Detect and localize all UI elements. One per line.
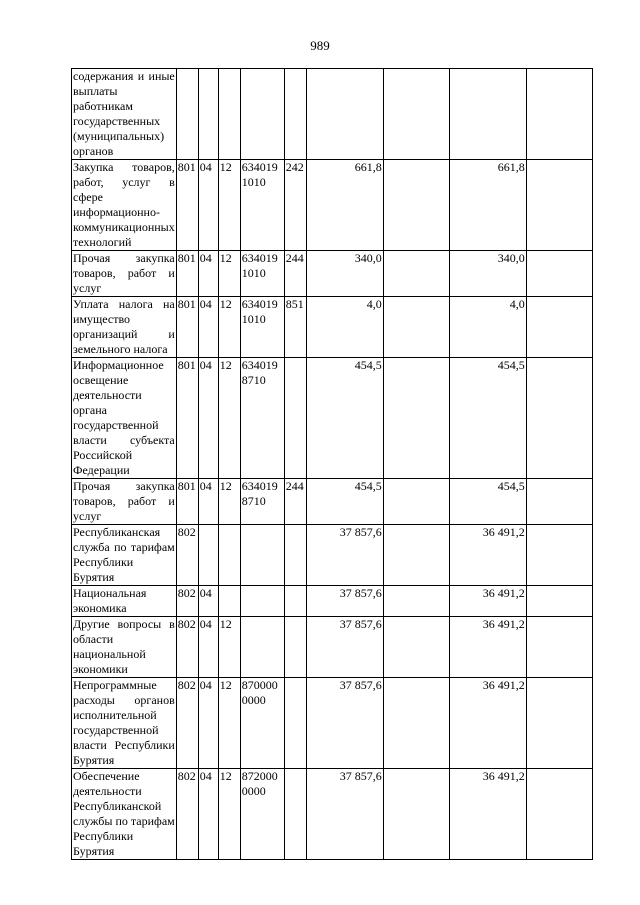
- row-sum-3-cell: 454,5: [449, 358, 526, 479]
- row-sum-3-cell: 36 491,2: [449, 525, 526, 586]
- table-row: [72, 358, 593, 479]
- row-grbs-cell: 802: [176, 586, 198, 617]
- row-sum-3-cell: 36 491,2: [449, 678, 526, 769]
- row-sum-1-cell: [306, 69, 383, 160]
- row-grbs-cell: 801: [176, 160, 198, 251]
- row-sum-3-cell: 4,0: [449, 297, 526, 358]
- row-name-cell: Обеспечение деятельности Республиканской службы по тарифам Республики Бурятия: [73, 769, 175, 858]
- row-sum-1-cell: 37 857,6: [306, 525, 383, 586]
- table-row: [72, 251, 593, 297]
- row-sum-4-cell: [526, 586, 592, 617]
- row-expense-type-cell: 242: [284, 160, 306, 251]
- row-sum-2-cell: [383, 358, 449, 479]
- row-target-item-cell: 870000 0000: [240, 678, 284, 769]
- row-sum-2-cell: [383, 586, 449, 617]
- row-target-item-cell: 872000 0000: [240, 769, 284, 860]
- row-sum-2-cell: [383, 617, 449, 678]
- row-sum-1-cell: 4,0: [306, 297, 383, 358]
- row-expense-type-cell: [284, 525, 306, 586]
- row-grbs-cell: 801: [176, 297, 198, 358]
- row-sum-1-cell: 37 857,6: [306, 586, 383, 617]
- row-grbs-cell: 801: [176, 251, 198, 297]
- row-name-cell: Прочая закупка товаров, работ и услуг: [73, 479, 175, 523]
- row-sum-3-cell: 36 491,2: [449, 617, 526, 678]
- row-subsection-cell: 12: [218, 297, 240, 358]
- row-sum-2-cell: [383, 678, 449, 769]
- row-subsection-cell: [218, 586, 240, 617]
- table-row: [72, 69, 593, 160]
- row-sum-4-cell: [526, 617, 592, 678]
- row-name-cell: Информационное освещение деятельности органа государственной власти субъекта Российской Федерации: [73, 358, 175, 477]
- row-target-item-cell: [240, 69, 284, 160]
- row-expense-type-cell: [284, 358, 306, 479]
- row-grbs-cell: 802: [176, 617, 198, 678]
- row-expense-type-cell: 244: [284, 479, 306, 525]
- row-sum-4-cell: [526, 525, 592, 586]
- row-subsection-cell: [218, 69, 240, 160]
- row-name-cell: Закупка товаров, работ, услуг в сфере информационно-коммуникационных технологий: [73, 160, 175, 249]
- row-sum-3-cell: 454,5: [449, 479, 526, 525]
- row-subsection-cell: 12: [218, 678, 240, 769]
- row-target-item-cell: 634019 1010: [240, 297, 284, 358]
- row-expense-type-cell: [284, 586, 306, 617]
- row-sum-4-cell: [526, 769, 592, 860]
- row-expense-type-cell: [284, 678, 306, 769]
- row-sum-1-cell: 37 857,6: [306, 769, 383, 860]
- row-name-cell: Непрограммные расходы органов исполнительной государственной власти Республики Бурятия: [73, 678, 175, 767]
- page-number: 989: [310, 38, 330, 53]
- row-target-item-cell: [240, 617, 284, 678]
- row-name-cell: содержания и иные выплаты работникам государственных (муниципальных) органов: [73, 69, 175, 158]
- row-name-cell: Республиканская служба по тарифам Республики Бурятия: [73, 525, 175, 584]
- row-section-cell: 04: [198, 617, 218, 678]
- row-target-item-cell: 634019 8710: [240, 358, 284, 479]
- row-sum-4-cell: [526, 297, 592, 358]
- row-section-cell: [198, 525, 218, 586]
- row-target-item-cell: 634019 8710: [240, 479, 284, 525]
- row-expense-type-cell: [284, 69, 306, 160]
- row-name-cell: Национальная экономика: [72, 586, 177, 617]
- row-grbs-cell: 802: [176, 525, 198, 586]
- row-sum-1-cell: 37 857,6: [306, 678, 383, 769]
- row-sum-4-cell: [526, 160, 592, 251]
- row-section-cell: 04: [198, 160, 218, 251]
- row-sum-2-cell: [383, 479, 449, 525]
- row-grbs-cell: 802: [176, 678, 198, 769]
- row-subsection-cell: 12: [218, 358, 240, 479]
- row-target-item-cell: [240, 586, 284, 617]
- row-sum-4-cell: [526, 358, 592, 479]
- row-subsection-cell: 12: [218, 617, 240, 678]
- table-row: [72, 617, 593, 678]
- table-row: [72, 525, 593, 586]
- row-sum-4-cell: [526, 678, 592, 769]
- row-sum-1-cell: 37 857,6: [306, 617, 383, 678]
- table-row: [72, 769, 593, 860]
- row-grbs-cell: 801: [176, 479, 198, 525]
- row-sum-3-cell: 340,0: [449, 251, 526, 297]
- table-row: [72, 586, 593, 617]
- row-section-cell: 04: [198, 479, 218, 525]
- row-sum-2-cell: [383, 69, 449, 160]
- row-sum-1-cell: 340,0: [306, 251, 383, 297]
- row-sum-1-cell: 454,5: [306, 358, 383, 479]
- row-section-cell: 04: [198, 251, 218, 297]
- row-sum-1-cell: 661,8: [306, 160, 383, 251]
- budget-table: [71, 68, 593, 860]
- row-sum-3-cell: 36 491,2: [449, 586, 526, 617]
- row-name-cell: Прочая закупка товаров, работ и услуг: [73, 251, 175, 295]
- row-grbs-cell: 801: [176, 358, 198, 479]
- row-sum-2-cell: [383, 525, 449, 586]
- row-section-cell: 04: [198, 769, 218, 860]
- row-subsection-cell: 12: [218, 251, 240, 297]
- row-target-item-cell: 634019 1010: [240, 251, 284, 297]
- row-section-cell: 04: [198, 297, 218, 358]
- row-name-cell: Уплата налога на имущество организаций и земельного налога: [73, 297, 175, 356]
- row-target-item-cell: [240, 525, 284, 586]
- row-subsection-cell: 12: [218, 479, 240, 525]
- row-sum-4-cell: [526, 251, 592, 297]
- row-sum-2-cell: [383, 297, 449, 358]
- table-row: [72, 160, 593, 251]
- row-expense-type-cell: [284, 769, 306, 860]
- row-sum-3-cell: 661,8: [449, 160, 526, 251]
- table-row: [72, 678, 593, 769]
- row-subsection-cell: 12: [218, 160, 240, 251]
- row-subsection-cell: [218, 525, 240, 586]
- row-grbs-cell: [176, 69, 198, 160]
- row-section-cell: 04: [198, 586, 218, 617]
- row-target-item-cell: 634019 1010: [240, 160, 284, 251]
- table-row: [72, 297, 593, 358]
- row-section-cell: 04: [198, 678, 218, 769]
- row-sum-3-cell: [449, 69, 526, 160]
- row-sum-1-cell: 454,5: [306, 479, 383, 525]
- row-sum-4-cell: [526, 479, 592, 525]
- row-sum-2-cell: [383, 160, 449, 251]
- row-subsection-cell: 12: [218, 769, 240, 860]
- row-section-cell: 04: [198, 358, 218, 479]
- row-expense-type-cell: 244: [284, 251, 306, 297]
- row-sum-2-cell: [383, 251, 449, 297]
- row-name-cell: Другие вопросы в области национальной экономики: [73, 617, 175, 676]
- budget-table-body: [72, 69, 593, 860]
- row-expense-type-cell: 851: [284, 297, 306, 358]
- row-grbs-cell: 802: [176, 769, 198, 860]
- row-sum-4-cell: [526, 69, 592, 160]
- row-sum-2-cell: [383, 769, 449, 860]
- row-section-cell: [198, 69, 218, 160]
- row-expense-type-cell: [284, 617, 306, 678]
- row-sum-3-cell: 36 491,2: [449, 769, 526, 860]
- table-row: [72, 479, 593, 525]
